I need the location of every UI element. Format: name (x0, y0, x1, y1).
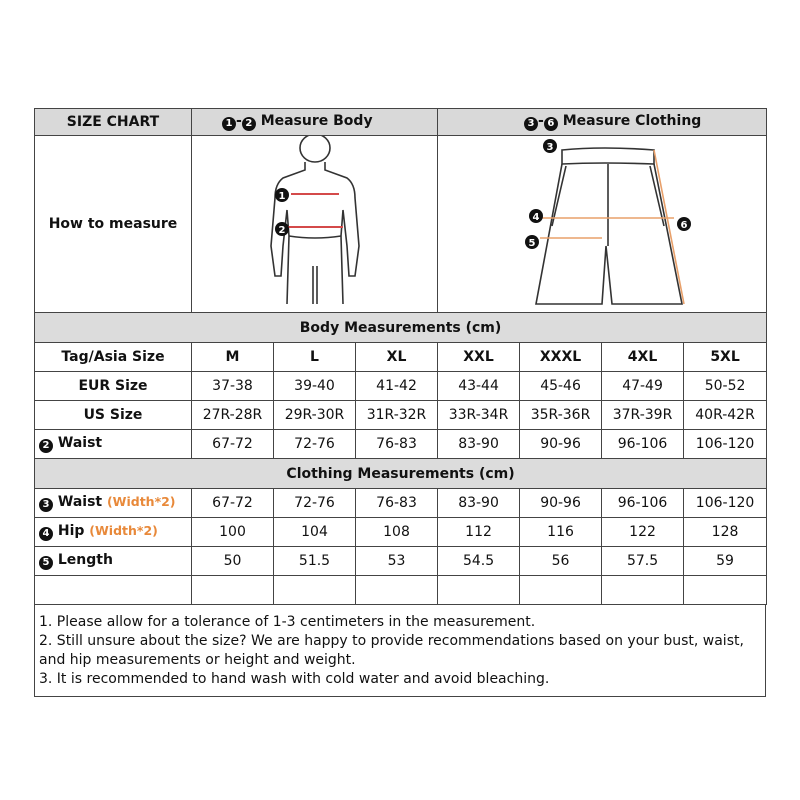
clothing-hip-row (35, 518, 767, 547)
size-cell: XL (356, 343, 438, 372)
value-cell: 59 (684, 547, 767, 576)
size-cell: 4XL (602, 343, 684, 372)
clothing-measurements-section: Clothing Measurements (cm) (35, 459, 767, 489)
row-label: 5 Length (35, 547, 192, 576)
svg-text:2: 2 (278, 225, 285, 236)
measure-body-header: 1 - 2 Measure Body (192, 109, 438, 136)
marker-1: 1 (222, 117, 236, 131)
value-cell: 50 (192, 547, 274, 576)
svg-text:4: 4 (532, 212, 540, 223)
note-2: 2. Still unsure about the size? We are happy to provide recommendations based on your bust, waist, and hip measurements or height and weight. (39, 633, 744, 668)
chart-title: SIZE CHART (35, 109, 192, 136)
size-chart (34, 108, 766, 697)
measure-clothing-header: 3 - 6 Measure Clothing (438, 109, 767, 136)
value-cell: 128 (684, 518, 767, 547)
shorts-illustration (452, 136, 752, 308)
marker-6: 6 (544, 117, 558, 131)
marker-2: 2 (242, 117, 256, 131)
size-cell: L (274, 343, 356, 372)
header-row (35, 109, 767, 136)
eur-size-row (35, 372, 767, 401)
value-cell: 35R-36R (520, 401, 602, 430)
value-cell: 45-46 (520, 372, 602, 401)
clothing-length-row (35, 547, 767, 576)
value-cell: 57.5 (602, 547, 684, 576)
svg-text:5: 5 (528, 238, 536, 249)
how-to-measure-label: How to measure (35, 136, 192, 313)
us-size-row (35, 401, 767, 430)
size-cell: XXXL (520, 343, 602, 372)
svg-text:3: 3 (546, 142, 554, 153)
shorts-diagram-cell (438, 136, 767, 313)
value-cell: 37-38 (192, 372, 274, 401)
how-to-measure-row (35, 136, 767, 313)
value-cell: 54.5 (438, 547, 520, 576)
value-cell: 27R-28R (192, 401, 274, 430)
body-waist-row (35, 430, 767, 459)
row-label: EUR Size (35, 372, 192, 401)
value-cell: 106-120 (684, 489, 767, 518)
value-cell: 37R-39R (602, 401, 684, 430)
marker-3: 3 (524, 117, 538, 131)
row-label: 2 Waist (35, 430, 192, 459)
value-cell: 56 (520, 547, 602, 576)
size-row (35, 343, 767, 372)
row-label: 4 Hip (Width*2) (35, 518, 192, 547)
value-cell: 33R-34R (438, 401, 520, 430)
value-cell: 90-96 (520, 489, 602, 518)
body-figure-illustration (195, 136, 435, 308)
value-cell: 72-76 (274, 430, 356, 459)
value-cell: 104 (274, 518, 356, 547)
value-cell: 112 (438, 518, 520, 547)
value-cell: 116 (520, 518, 602, 547)
value-cell: 96-106 (602, 430, 684, 459)
value-cell: 43-44 (438, 372, 520, 401)
row-label: 3 Waist (Width*2) (35, 489, 192, 518)
value-cell: 90-96 (520, 430, 602, 459)
body-measurements-section: Body Measurements (cm) (35, 313, 767, 343)
value-cell: 83-90 (438, 489, 520, 518)
value-cell: 53 (356, 547, 438, 576)
size-chart-table (34, 108, 767, 605)
value-cell: 41-42 (356, 372, 438, 401)
value-cell: 122 (602, 518, 684, 547)
value-cell: 100 (192, 518, 274, 547)
value-cell: 40R-42R (684, 401, 767, 430)
value-cell: 50-52 (684, 372, 767, 401)
size-cell: 5XL (684, 343, 767, 372)
svg-text:6: 6 (680, 220, 688, 231)
svg-text:1: 1 (278, 191, 285, 202)
value-cell: 76-83 (356, 489, 438, 518)
value-cell: 76-83 (356, 430, 438, 459)
size-cell: XXL (438, 343, 520, 372)
value-cell: 106-120 (684, 430, 767, 459)
value-cell: 83-90 (438, 430, 520, 459)
value-cell: 67-72 (192, 489, 274, 518)
clothing-waist-row (35, 489, 767, 518)
body-diagram-cell (192, 136, 438, 313)
value-cell: 39-40 (274, 372, 356, 401)
value-cell: 31R-32R (356, 401, 438, 430)
size-row-label: Tag/Asia Size (35, 343, 192, 372)
value-cell: 47-49 (602, 372, 684, 401)
size-cell: M (192, 343, 274, 372)
value-cell: 96-106 (602, 489, 684, 518)
notes-box (34, 605, 766, 697)
value-cell: 67-72 (192, 430, 274, 459)
empty-row (35, 576, 767, 605)
value-cell: 51.5 (274, 547, 356, 576)
row-label: US Size (35, 401, 192, 430)
note-1: 1. Please allow for a tolerance of 1-3 centimeters in the measurement. (39, 614, 536, 630)
note-3: 3. It is recommended to hand wash with cold water and avoid bleaching. (39, 671, 550, 687)
value-cell: 29R-30R (274, 401, 356, 430)
value-cell: 108 (356, 518, 438, 547)
value-cell: 72-76 (274, 489, 356, 518)
